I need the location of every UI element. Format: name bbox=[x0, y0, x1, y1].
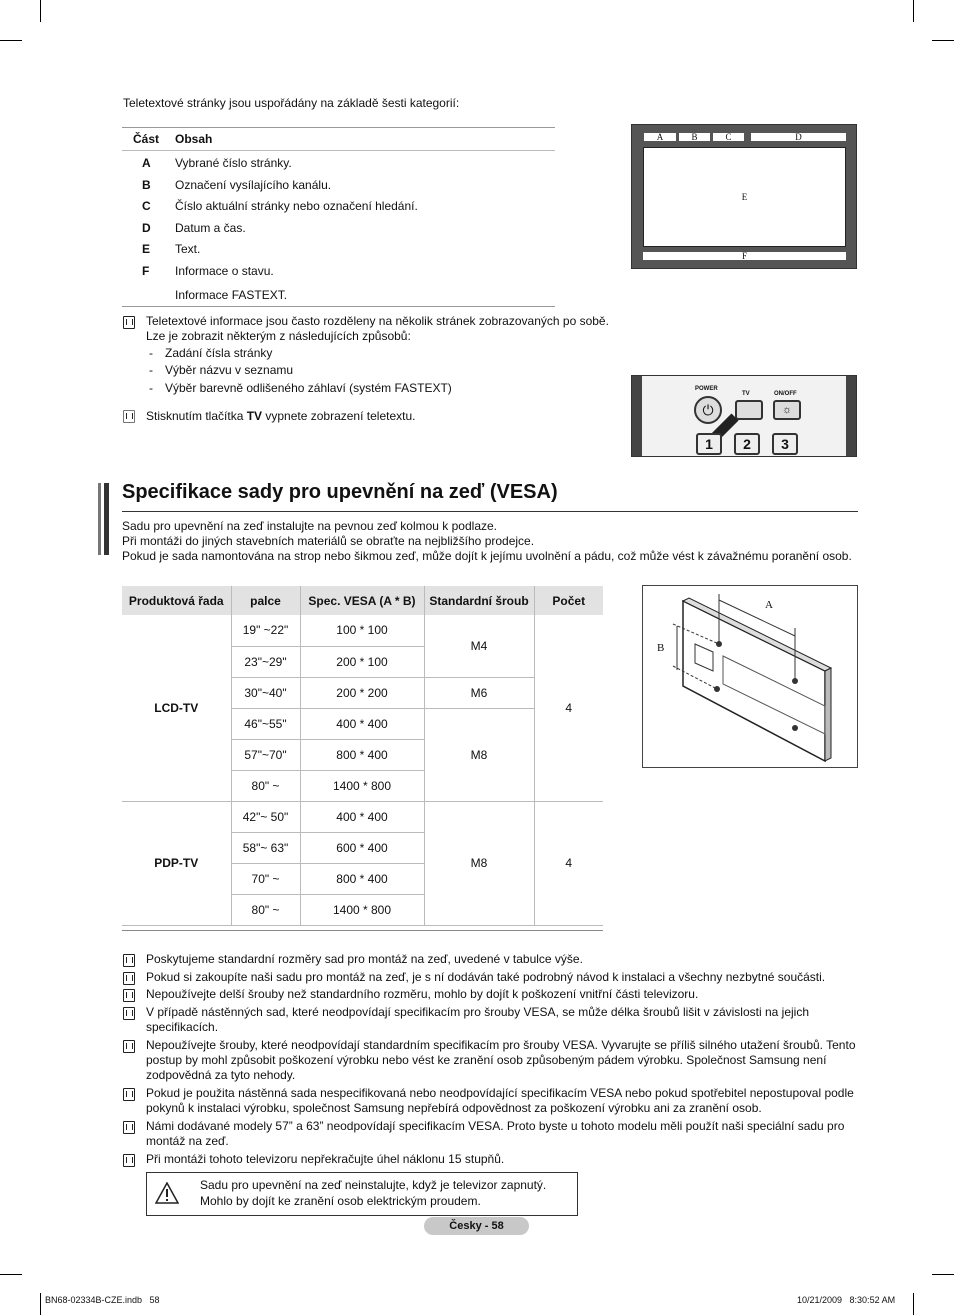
warning-line-1: Sadu pro upevnění na zeď neinstalujte, když je televizor zapnutý. bbox=[200, 1178, 547, 1192]
note-line-2: Lze je zobrazit některým z následujících způsobů: bbox=[146, 329, 411, 343]
row-key-f: F bbox=[142, 264, 150, 278]
note-icon bbox=[123, 1040, 135, 1053]
header-product-line: Produktová řada bbox=[122, 586, 231, 615]
section-paragraph: Sadu pro upevnění na zeď instalujte na pevnou zeď kolmou k podlaze. bbox=[122, 519, 497, 533]
vesa-cell: 400 * 400 bbox=[300, 708, 424, 739]
note-icon bbox=[123, 972, 135, 985]
row-value-f: Informace o stavu. bbox=[175, 264, 274, 278]
header-screw: Standardní šroub bbox=[424, 586, 534, 615]
row-key-b: B bbox=[142, 178, 151, 192]
vesa-spec-table bbox=[122, 586, 603, 926]
diagram-label-f: F bbox=[643, 252, 846, 260]
note-item bbox=[123, 1152, 858, 1167]
note-text: vypnete zobrazení teletextu. bbox=[262, 409, 416, 423]
section-paragraph: Při montáži do jiných stavebních materiálů se obraťte na nejbližšího prodejce. bbox=[122, 534, 535, 548]
note-text: Nepoužívejte delší šrouby než standardního rozměru, mohlo by dojít k poškození vnitřní části televizoru. bbox=[146, 987, 699, 1001]
section-paragraph: Pokud je sada namontována na strop nebo šikmou zeď, může dojít k jejímu uvolnění a pádu, což může vést k závažnému poranění osob. bbox=[122, 549, 852, 563]
vesa-cell: 1400 * 800 bbox=[300, 770, 424, 801]
vesa-cell: 600 * 400 bbox=[300, 832, 424, 863]
warning-line-2: Mohlo by dojít ke zranění osob elektrickým proudem. bbox=[200, 1194, 481, 1208]
screw-cell: M8 bbox=[424, 801, 534, 925]
size-cell: 23"~29" bbox=[231, 646, 300, 677]
note-icon bbox=[123, 1154, 135, 1167]
vesa-cell: 100 * 100 bbox=[300, 615, 424, 646]
crop-mark bbox=[932, 40, 954, 41]
number-button-3[interactable]: 3 bbox=[772, 433, 798, 455]
section-body bbox=[122, 519, 858, 564]
note-tv-button bbox=[123, 409, 415, 424]
note-icon bbox=[123, 1007, 135, 1020]
note-item bbox=[123, 1119, 858, 1149]
teletext-layout-diagram bbox=[631, 124, 857, 269]
tv-label: TV bbox=[742, 391, 750, 397]
crop-mark bbox=[40, 0, 41, 22]
header-part: Část bbox=[133, 132, 160, 146]
row-value-b: Označení vysílajícího kanálu. bbox=[175, 178, 332, 192]
tip-icon bbox=[123, 410, 135, 423]
note-icon bbox=[123, 1088, 135, 1101]
crop-mark bbox=[913, 1293, 914, 1315]
power-icon[interactable]: ⏻ bbox=[694, 396, 722, 424]
light-icon[interactable]: ☼ bbox=[773, 400, 801, 420]
note-text: Námi dodávané modely 57” a 63” neodpovídají specifikacím VESA. Proto byste u tohoto modelu měli použít naši speciální sadu pro montáž na zeď. bbox=[146, 1119, 845, 1148]
page-number-badge: Česky - 58 bbox=[424, 1217, 529, 1235]
section-title: Specifikace sady pro upevnění na zeď (VESA) bbox=[122, 481, 558, 503]
row-value-c: Číslo aktuální stránky nebo označení hledání. bbox=[175, 199, 418, 213]
size-cell: 57"~70" bbox=[231, 739, 300, 770]
size-cell: 42"~ 50" bbox=[231, 801, 300, 832]
screw-cell: M4 bbox=[424, 615, 534, 677]
row-key-c: C bbox=[142, 199, 151, 213]
note-text: Stisknutím tlačítka bbox=[146, 409, 247, 423]
size-cell: 70" ~ bbox=[231, 863, 300, 894]
note-item bbox=[123, 952, 858, 967]
row-value-d: Datum a čas. bbox=[175, 221, 246, 235]
size-cell: 80" ~ bbox=[231, 770, 300, 801]
note-text: Poskytujeme standardní rozměry sad pro montáž na zeď, uvedené v tabulce výše. bbox=[146, 952, 583, 966]
tv-back-drawing bbox=[643, 586, 857, 767]
remote-control-image bbox=[631, 375, 857, 457]
screw-cell: M6 bbox=[424, 677, 534, 708]
lcd-label: LCD-TV bbox=[122, 615, 231, 801]
note-item bbox=[123, 1086, 858, 1116]
dimension-label-a: A bbox=[765, 599, 773, 611]
wall-mount-diagram bbox=[642, 585, 858, 768]
row-key-e: E bbox=[142, 242, 151, 256]
note-icon bbox=[123, 989, 135, 1002]
dimension-label-b: B bbox=[657, 642, 665, 654]
diagram-label-c: C bbox=[713, 133, 744, 141]
row-value-fastext: Informace FASTEXT. bbox=[175, 288, 288, 302]
header-vesa-spec: Spec. VESA (A * B) bbox=[300, 586, 424, 615]
note-text: V případě nástěnných sad, které neodpovídají specifikacím pro šrouby VESA, se může délka šroubů lišit v závislosti na jejich specifikacích. bbox=[146, 1005, 810, 1034]
pdp-label: PDP-TV bbox=[122, 801, 231, 925]
note-icon bbox=[123, 1121, 135, 1134]
bullet-text: Výběr názvu v seznamu bbox=[165, 363, 294, 377]
header-count: Počet bbox=[534, 586, 603, 615]
warning-icon bbox=[155, 1182, 179, 1204]
row-value-e: Text. bbox=[175, 242, 201, 256]
footer-datetime: 10/21/2009 8:30:52 AM bbox=[797, 1295, 896, 1305]
size-cell: 58"~ 63" bbox=[231, 832, 300, 863]
count-cell: 4 bbox=[534, 801, 603, 925]
note-item bbox=[123, 970, 858, 985]
header-content: Obsah bbox=[175, 132, 213, 146]
tv-button[interactable] bbox=[735, 400, 763, 420]
crop-mark bbox=[0, 40, 22, 41]
table-bottom-rule bbox=[122, 930, 603, 931]
diagram-label-b: B bbox=[679, 133, 710, 141]
warning-box bbox=[146, 1172, 578, 1216]
vesa-cell: 800 * 400 bbox=[300, 739, 424, 770]
row-value-a: Vybrané číslo stránky. bbox=[175, 156, 292, 170]
note-text: Při montáži tohoto televizoru nepřekračujte úhel náklonu 15 stupňů. bbox=[146, 1152, 505, 1166]
crop-mark bbox=[0, 1274, 22, 1275]
bullet-text: Zadání čísla stránky bbox=[165, 346, 273, 360]
row-key-d: D bbox=[142, 221, 151, 235]
onoff-label: ON/OFF bbox=[774, 391, 797, 397]
section-bar bbox=[98, 483, 101, 555]
size-cell: 46"~55" bbox=[231, 708, 300, 739]
vesa-cell: 400 * 400 bbox=[300, 801, 424, 832]
diagram-label-d: D bbox=[751, 133, 846, 141]
screw-cell: M8 bbox=[424, 708, 534, 801]
row-key-a: A bbox=[142, 156, 151, 170]
note-text: Pokud je použita nástěnná sada nespecifikovaná nebo neodpovídající specifikacím VESA nebo pokud spotřebitel nepostupoval podle pokynů k instalaci výrobku, společnost Samsung nepřebírá odpovědnost za poškození výrobku ani za zranění osob. bbox=[146, 1086, 854, 1115]
vesa-cell: 200 * 200 bbox=[300, 677, 424, 708]
note-teletext-pages bbox=[123, 314, 858, 344]
note-item bbox=[123, 1005, 858, 1035]
size-cell: 19" ~22" bbox=[231, 615, 300, 646]
footer-file: BN68-02334B-CZE.indb 58 bbox=[45, 1295, 160, 1305]
note-icon bbox=[123, 954, 135, 967]
categories-table bbox=[122, 127, 555, 307]
power-label: POWER bbox=[695, 386, 718, 392]
diagram-label-a: A bbox=[644, 133, 676, 141]
crop-mark bbox=[913, 0, 914, 22]
note-line-1: Teletextové informace jsou často rozděleny na několik stránek zobrazovaných po sobě. bbox=[146, 314, 609, 328]
title-underline bbox=[122, 511, 858, 512]
vesa-cell: 1400 * 800 bbox=[300, 894, 424, 925]
header-inches: palce bbox=[231, 586, 300, 615]
note-text: Pokud si zakoupíte naši sadu pro montáž na zeď, je s ní dodáván také podrobný návod k instalaci a všechny nezbytné součásti. bbox=[146, 970, 826, 984]
size-cell: 30"~40" bbox=[231, 677, 300, 708]
crop-mark bbox=[932, 1274, 954, 1275]
section-bar bbox=[104, 483, 109, 555]
size-cell: 80" ~ bbox=[231, 894, 300, 925]
diagram-label-e: E bbox=[643, 147, 846, 247]
number-button-2[interactable]: 2 bbox=[734, 433, 760, 455]
number-button-1[interactable]: 1 bbox=[696, 433, 722, 455]
bullet-text: Výběr barevně odlišeného záhlaví (systém FASTEXT) bbox=[165, 381, 452, 395]
vesa-cell: 800 * 400 bbox=[300, 863, 424, 894]
intro-text: Teletextové stránky jsou uspořádány na základě šesti kategorií: bbox=[123, 96, 460, 110]
note-text: Nepoužívejte šrouby, které neodpovídají standardním specifikacím pro šrouby VESA. Vyvarujte se příliš silného utažení šroubů. Tento postup by mohl způsobit poškození výrobku nebo vést ke zranění osob způsobeným pádem výrobku. Společnost Samsung není zodpovědná za tyto nehody. bbox=[146, 1038, 856, 1082]
note-icon bbox=[123, 316, 135, 329]
note-bold-text: TV bbox=[246, 409, 263, 423]
note-item bbox=[123, 1038, 858, 1083]
crop-mark bbox=[40, 1293, 41, 1315]
count-cell: 4 bbox=[534, 615, 603, 801]
vesa-cell: 200 * 100 bbox=[300, 646, 424, 677]
note-item bbox=[123, 987, 858, 1002]
